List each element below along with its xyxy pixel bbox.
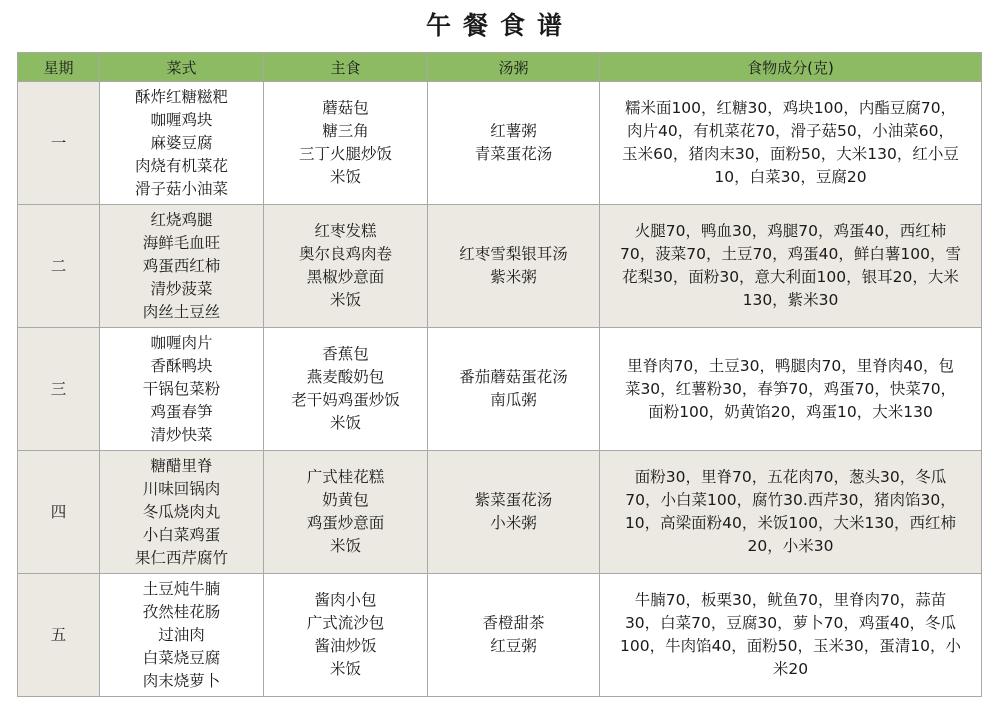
- table-row: [18, 574, 982, 697]
- staple-item: 鸡蛋炒意面: [306, 514, 385, 532]
- dish-item: 清炒快菜: [150, 425, 213, 444]
- ingredients-line: 20，小米30: [747, 537, 834, 555]
- dishes-cell: [100, 574, 264, 697]
- soup-item: 青菜蛋花汤: [474, 145, 553, 163]
- dish-item: 酥炸红糖糍粑: [134, 87, 228, 106]
- staple-item: 奶黄包: [322, 491, 369, 509]
- ingredients-cell: [600, 82, 982, 205]
- ingredients-cell: [600, 205, 982, 328]
- ingredients-line: 花梨30，面粉30，意大利面100，银耳20，大米: [622, 268, 959, 286]
- header-ingredients: 食物成分(克): [600, 53, 982, 82]
- soup-cell: [428, 451, 600, 574]
- ingredients-line: 10，白菜30，豆腐20: [714, 168, 867, 186]
- dish-item: 海鲜毛血旺: [142, 233, 221, 252]
- dish-item: 过油肉: [158, 625, 205, 644]
- staple-item: 米饭: [329, 537, 361, 555]
- staple-item: 米饭: [329, 660, 361, 678]
- dish-item: 鸡蛋西红柿: [142, 256, 221, 275]
- staple-item: 广式流沙包: [306, 614, 385, 632]
- table-row: [18, 328, 982, 451]
- ingredients-line: 面粉30，里脊70，五花肉70，葱头30，冬瓜: [634, 468, 947, 486]
- table-row: [18, 82, 982, 205]
- ingredients-line: 30，白菜70，豆腐30，萝卜70，鸡蛋40，冬瓜: [624, 614, 957, 632]
- dish-item: 糖醋里脊: [150, 456, 213, 475]
- dish-item: 肉丝土豆丝: [142, 302, 221, 321]
- dishes-cell: [100, 82, 264, 205]
- dish-item: 果仁西芹腐竹: [134, 548, 228, 567]
- staple-cell: [264, 205, 428, 328]
- soup-cell: [428, 82, 600, 205]
- staple-item: 老干妈鸡蛋炒饭: [291, 391, 400, 409]
- ingredients-line: 米20: [772, 660, 809, 678]
- soup-item: 红枣雪梨银耳汤: [459, 245, 568, 263]
- dish-item: 咖喱鸡块: [150, 110, 213, 129]
- staple-item: 酱肉小包: [314, 591, 377, 609]
- dish-item: 土豆炖牛腩: [142, 579, 221, 598]
- dish-item: 麻婆豆腐: [150, 133, 213, 152]
- staple-item: 奥尔良鸡肉卷: [298, 245, 392, 263]
- table-row: [18, 451, 982, 574]
- dish-item: 清炒菠菜: [150, 279, 213, 298]
- soup-cell: [428, 328, 600, 451]
- staple-item: 蘑菇包: [322, 99, 369, 117]
- soup-item: 红豆粥: [490, 637, 537, 655]
- staple-item: 米饭: [329, 168, 361, 186]
- dish-item: 肉末烧萝卜: [142, 671, 221, 690]
- ingredients-line: 70，小白菜100，腐竹30.西芹30，猪肉馅30，: [625, 491, 956, 509]
- ingredients-line: 100，牛肉馅40，面粉50，玉米30，蛋清10，小: [620, 637, 961, 655]
- staple-item: 米饭: [329, 291, 361, 309]
- dishes-cell: [100, 451, 264, 574]
- staple-item: 黑椒炒意面: [306, 268, 385, 286]
- ingredients-line: 10，高梁面粉40，米饭100，大米130，西红柿: [624, 514, 957, 532]
- ingredients-line: 玉米60，猪肉末30，面粉50，大米130，红小豆: [622, 145, 959, 163]
- day-cell: 四: [18, 451, 100, 574]
- dish-item: 白菜烧豆腐: [142, 648, 221, 667]
- staple-cell: [264, 574, 428, 697]
- staple-item: 酱油炒饭: [314, 637, 377, 655]
- soup-cell: [428, 205, 600, 328]
- soup-item: 香橙甜茶: [482, 614, 545, 632]
- soup-item: 红薯粥: [490, 122, 537, 140]
- ingredients-line: 牛腩70，板栗30，鱿鱼70，里脊肉70，蒜苗: [634, 591, 947, 609]
- dish-item: 小白菜鸡蛋: [142, 525, 221, 544]
- staple-item: 三丁火腿炒饭: [298, 145, 392, 163]
- soup-cell: [428, 574, 600, 697]
- ingredients-line: 面粉100，奶黄馅20，鸡蛋10，大米130: [648, 402, 933, 421]
- ingredients-line: 70，菠菜70，土豆70，鸡蛋40，鲜白薯100，雪: [620, 245, 961, 263]
- dish-item: 肉烧有机菜花: [134, 156, 228, 175]
- ingredients-line: 糯米面100，红糖30，鸡块100，内酯豆腐70，: [624, 99, 957, 117]
- ingredients-line: 肉片40，有机菜花70，滑子菇50，小油菜60，: [627, 122, 954, 140]
- dish-item: 红烧鸡腿: [150, 210, 213, 229]
- day-cell: 三: [18, 328, 100, 451]
- page-title: 午餐食谱: [425, 11, 574, 40]
- ingredients-cell: [600, 451, 982, 574]
- ingredients-cell: [600, 328, 982, 451]
- header-row: [18, 53, 982, 82]
- staple-item: 香蕉包: [322, 345, 369, 363]
- staple-cell: [264, 328, 428, 451]
- dish-item: 川味回锅肉: [142, 479, 221, 498]
- lunch-menu-table: [17, 52, 982, 697]
- day-cell: 一: [18, 82, 100, 205]
- soup-item: 紫米粥: [490, 268, 537, 286]
- soup-item: 紫菜蛋花汤: [474, 491, 553, 509]
- staple-item: 米饭: [329, 414, 361, 432]
- staple-item: 燕麦酸奶包: [306, 368, 385, 386]
- dish-item: 香酥鸭块: [150, 356, 213, 375]
- day-cell: 五: [18, 574, 100, 697]
- header-dishes: 菜式: [100, 53, 264, 82]
- dish-item: 干锅包菜粉: [142, 379, 221, 398]
- ingredients-line: 菜30，红薯粉30，春笋70，鸡蛋70，快菜70，: [624, 379, 957, 398]
- dish-item: 鸡蛋春笋: [150, 402, 213, 421]
- staple-item: 广式桂花糕: [306, 468, 385, 486]
- dish-item: 咖喱肉片: [150, 333, 213, 352]
- soup-item: 南瓜粥: [490, 391, 537, 409]
- dish-item: 滑子菇小油菜: [134, 179, 228, 198]
- dish-item: 孜然桂花肠: [142, 602, 221, 621]
- day-cell: 二: [18, 205, 100, 328]
- dish-item: 冬瓜烧肉丸: [142, 502, 221, 521]
- staple-cell: [264, 82, 428, 205]
- soup-item: 番茄蘑菇蛋花汤: [459, 368, 568, 386]
- staple-item: 糖三角: [322, 122, 369, 140]
- ingredients-line: 130，紫米30: [742, 291, 839, 309]
- soup-item: 小米粥: [490, 514, 537, 532]
- ingredients-cell: [600, 574, 982, 697]
- dishes-cell: [100, 328, 264, 451]
- header-staple: 主食: [264, 53, 428, 82]
- header-soup: 汤粥: [428, 53, 600, 82]
- staple-item: 红枣发糕: [314, 222, 377, 240]
- table-row: [18, 205, 982, 328]
- staple-cell: [264, 451, 428, 574]
- dishes-cell: [100, 205, 264, 328]
- ingredients-line: 火腿70，鸭血30，鸡腿70，鸡蛋40，西红柿: [634, 222, 947, 240]
- header-day: 星期: [18, 53, 100, 82]
- ingredients-line: 里脊肉70，土豆30，鸭腿肉70，里脊肉40，包: [627, 356, 954, 375]
